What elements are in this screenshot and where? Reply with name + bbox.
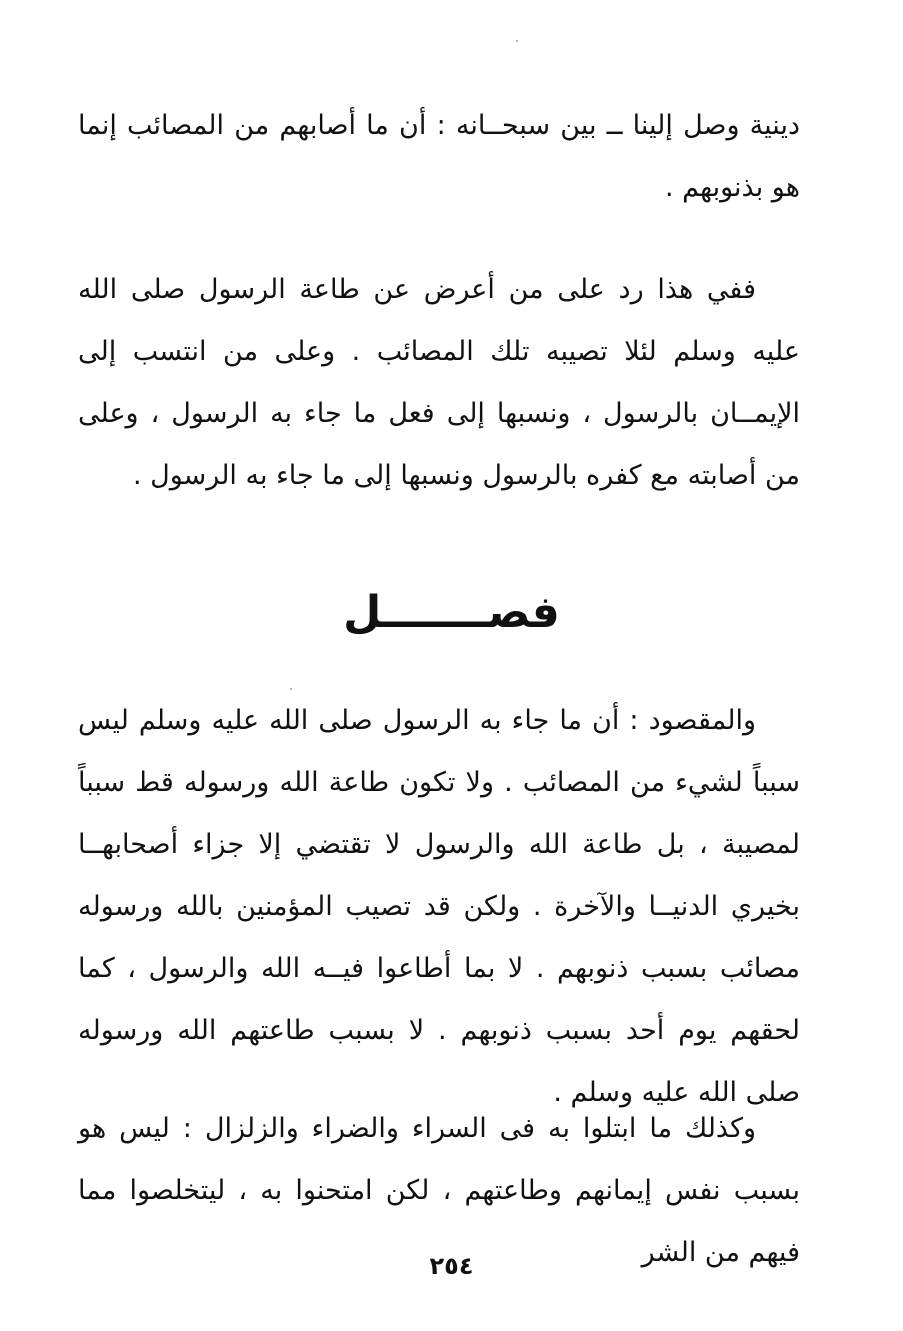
paragraph-continued: دينية وصل إلينا ــ بين سبحــانه : أن ما أصابهم من المصائب إنما هو بذنوبهم . [78,110,800,203]
paragraph-trials: وكذلك ما ابتلوا به فى السراء والضراء والزلزال : ليس هو بسبب نفس إيمانهم وطاعتهم ، لكن امتحنوا به ، ليتخلصوا مما فيهم من الشر [78,1113,800,1268]
section-heading [0,585,903,641]
paragraph-refutation: ففي هذا رد على من أعرض عن طاعة الرسول صلى الله عليه وسلم لئلا تصيبه تلك المصائب . وعلى من انتسب إلى الإيمــان بالرسول ، ونسبها إلى فعل ما جاء به الرسول ، وعلى من أصابته مع كفره بالرسول ونسبها إلى ما جاء به الرسول . [78,274,800,491]
page-number: ٢٥٤ [429,1252,474,1280]
section-heading-text: فصـــــــل [343,587,560,638]
paper-speck [516,40,518,42]
paragraph-main-point: والمقصود : أن ما جاء به الرسول صلى الله عليه وسلم ليس سبباً لشيء من المصائب . ولا تكون طاعة الله ورسوله قط سبباً لمصيبة ، بل طاعة الله والرسول لا تقتضي إلا جزاء أصحابهــا بخيري الدنيــا والآخرة . ولكن قد تصيب المؤمنين بالله ورسوله مصائب بسبب ذنوبهم . لا بما أطاعوا فيــه الله والرسول ، كما لحقهم يوم أحد بسبب ذنوبهم . لا بسبب طاعتهم الله ورسوله صلى الله عليه وسلم . [78,705,800,1108]
